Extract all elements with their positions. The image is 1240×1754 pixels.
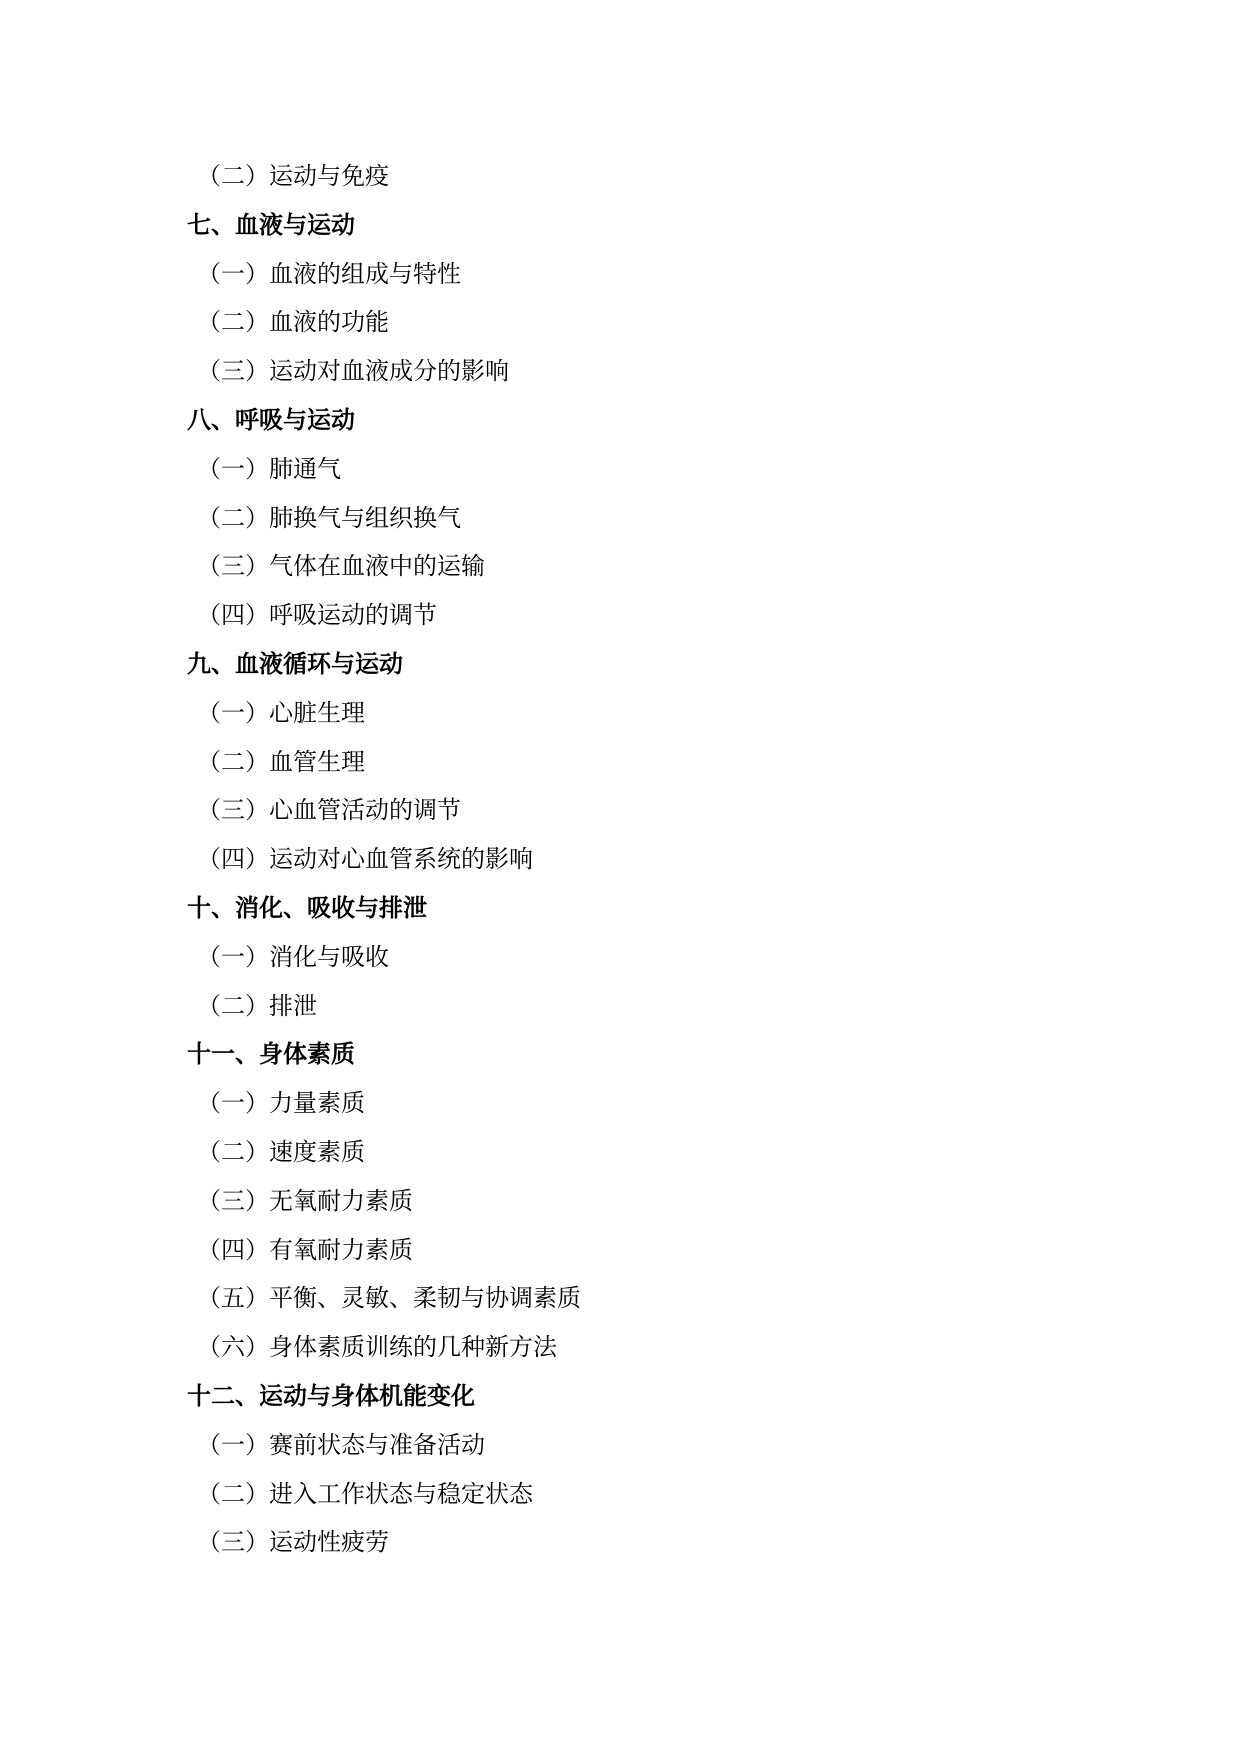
section-heading: 十、消化、吸收与排泄 bbox=[187, 893, 427, 922]
subsection-line: （二）肺换气与组织换气 bbox=[197, 503, 461, 532]
subsection-line: （四）呼吸运动的调节 bbox=[197, 601, 437, 630]
section-heading: 七、血液与运动 bbox=[187, 210, 355, 239]
subsection-line: （一）赛前状态与准备活动 bbox=[197, 1430, 485, 1459]
subsection-line: （二）血管生理 bbox=[197, 747, 365, 776]
section-heading: 十二、运动与身体机能变化 bbox=[187, 1381, 475, 1410]
subsection-line: （四）有氧耐力素质 bbox=[197, 1235, 413, 1264]
subsection-line: （三）运动对血液成分的影响 bbox=[197, 357, 509, 386]
subsection-line: （二）进入工作状态与稳定状态 bbox=[197, 1479, 533, 1508]
subsection-line: （二）血液的功能 bbox=[197, 308, 389, 337]
subsection-line: （一）心脏生理 bbox=[197, 698, 365, 727]
subsection-line: （三）心血管活动的调节 bbox=[197, 796, 461, 825]
subsection-line: （一）力量素质 bbox=[197, 1089, 365, 1118]
subsection-line: （三）无氧耐力素质 bbox=[197, 1186, 413, 1215]
document-body bbox=[187, 152, 1147, 1567]
subsection-line: （六）身体素质训练的几种新方法 bbox=[197, 1333, 557, 1362]
subsection-line: （二）运动与免疫 bbox=[197, 162, 389, 190]
subsection-line: （一）消化与吸收 bbox=[197, 942, 389, 971]
subsection-line: （四）运动对心血管系统的影响 bbox=[197, 845, 533, 874]
subsection-line: （三）运动性疲劳 bbox=[197, 1528, 389, 1557]
subsection-line: （三）气体在血液中的运输 bbox=[197, 552, 485, 581]
subsection-line: （二）排泄 bbox=[197, 991, 317, 1020]
subsection-line: （一）肺通气 bbox=[197, 454, 341, 483]
subsection-line: （二）速度素质 bbox=[197, 1137, 365, 1166]
subsection-line: （五）平衡、灵敏、柔韧与协调素质 bbox=[197, 1284, 581, 1313]
section-heading: 十一、身体素质 bbox=[187, 1040, 355, 1069]
section-heading: 九、血液循环与运动 bbox=[187, 649, 403, 678]
subsection-line: （一）血液的组成与特性 bbox=[197, 259, 461, 288]
section-heading: 八、呼吸与运动 bbox=[187, 405, 355, 434]
